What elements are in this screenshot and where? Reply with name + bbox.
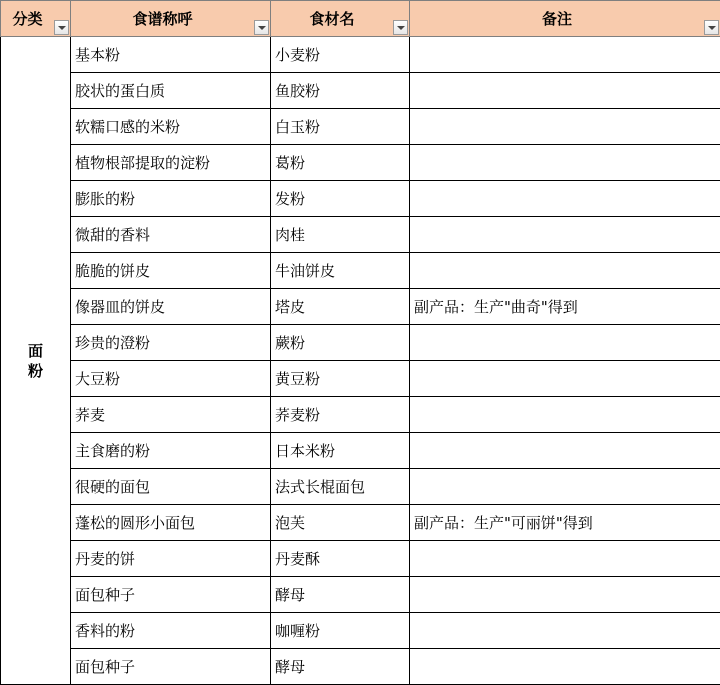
table-row [1, 361, 720, 397]
recipe-name-cell[interactable]: 脆脆的饼皮 [71, 253, 271, 289]
ingredient-cell[interactable]: 酵母 [271, 649, 410, 685]
column-header-label: 食材名 [309, 10, 355, 28]
recipe-name-cell[interactable]: 软糯口感的米粉 [71, 109, 271, 145]
table-row [1, 649, 720, 685]
ingredient-cell[interactable]: 肉桂 [271, 217, 410, 253]
table-row [1, 541, 720, 577]
recipe-name-cell[interactable]: 蓬松的圆形小面包 [71, 505, 271, 541]
note-cell[interactable] [410, 361, 720, 397]
recipe-name-cell[interactable]: 基本粉 [71, 37, 271, 73]
table-row [1, 217, 720, 253]
recipe-name-cell[interactable]: 荞麦 [71, 397, 271, 433]
ingredient-cell[interactable]: 咖喱粉 [271, 613, 410, 649]
ingredient-cell[interactable]: 小麦粉 [271, 37, 410, 73]
recipe-name-cell[interactable]: 微甜的香料 [71, 217, 271, 253]
recipe-name-cell[interactable]: 面包种子 [71, 577, 271, 613]
ingredient-cell[interactable]: 葛粉 [271, 145, 410, 181]
column-header-category [1, 1, 71, 37]
note-cell[interactable]: 副产品：生产"曲奇"得到 [410, 289, 720, 325]
ingredient-cell[interactable]: 法式长棍面包 [271, 469, 410, 505]
ingredient-cell[interactable]: 日本米粉 [271, 433, 410, 469]
column-header-label: 食谱称呼 [132, 10, 193, 28]
category-label-line: 面 [27, 341, 43, 360]
filter-dropdown-icon[interactable] [54, 20, 69, 35]
ingredient-cell[interactable]: 蕨粉 [271, 325, 410, 361]
note-cell[interactable] [410, 577, 720, 613]
recipe-name-cell[interactable]: 大豆粉 [71, 361, 271, 397]
table-row [1, 325, 720, 361]
header-row [1, 1, 720, 37]
recipe-name-cell[interactable]: 膨胀的粉 [71, 181, 271, 217]
filter-dropdown-icon[interactable] [254, 20, 269, 35]
column-header-recipe-name [71, 1, 271, 37]
recipe-name-cell[interactable]: 香料的粉 [71, 613, 271, 649]
note-cell[interactable] [410, 181, 720, 217]
column-header-label: 分类 [12, 10, 43, 28]
column-header-label: 备注 [541, 10, 572, 28]
note-cell[interactable] [410, 325, 720, 361]
recipe-name-cell[interactable]: 面包种子 [71, 649, 271, 685]
ingredient-cell[interactable]: 丹麦酥 [271, 541, 410, 577]
note-cell[interactable] [410, 145, 720, 181]
table-row [1, 37, 720, 73]
table-row [1, 577, 720, 613]
note-cell[interactable] [410, 37, 720, 73]
table-row [1, 253, 720, 289]
column-header-note [410, 1, 720, 37]
ingredient-cell[interactable]: 发粉 [271, 181, 410, 217]
table-row [1, 109, 720, 145]
table-row [1, 469, 720, 505]
note-cell[interactable] [410, 649, 720, 685]
table-row [1, 73, 720, 109]
ingredient-cell[interactable]: 鱼胶粉 [271, 73, 410, 109]
recipe-name-cell[interactable]: 很硬的面包 [71, 469, 271, 505]
table-row [1, 505, 720, 541]
filter-dropdown-icon[interactable] [704, 20, 719, 35]
recipe-name-cell[interactable]: 像器皿的饼皮 [71, 289, 271, 325]
note-cell[interactable] [410, 469, 720, 505]
table-body [1, 37, 720, 685]
table-row [1, 433, 720, 469]
ingredient-cell[interactable]: 酵母 [271, 577, 410, 613]
ingredient-cell[interactable]: 黄豆粉 [271, 361, 410, 397]
note-cell[interactable] [410, 253, 720, 289]
note-cell[interactable] [410, 541, 720, 577]
ingredient-cell[interactable]: 牛油饼皮 [271, 253, 410, 289]
note-cell[interactable] [410, 109, 720, 145]
ingredient-cell[interactable]: 塔皮 [271, 289, 410, 325]
table-row [1, 397, 720, 433]
note-cell[interactable] [410, 73, 720, 109]
ingredient-cell[interactable]: 泡芙 [271, 505, 410, 541]
category-cell[interactable] [1, 37, 71, 685]
ingredient-cell[interactable]: 荞麦粉 [271, 397, 410, 433]
note-cell[interactable] [410, 433, 720, 469]
recipe-name-cell[interactable]: 主食磨的粉 [71, 433, 271, 469]
recipe-name-cell[interactable]: 植物根部提取的淀粉 [71, 145, 271, 181]
note-cell[interactable]: 副产品：生产"可丽饼"得到 [410, 505, 720, 541]
filter-dropdown-icon[interactable] [393, 20, 408, 35]
category-label-line: 粉 [27, 361, 43, 380]
recipe-name-cell[interactable]: 珍贵的澄粉 [71, 325, 271, 361]
ingredient-cell[interactable]: 白玉粉 [271, 109, 410, 145]
table-row [1, 181, 720, 217]
recipe-name-cell[interactable]: 胶状的蛋白质 [71, 73, 271, 109]
note-cell[interactable] [410, 217, 720, 253]
table-row [1, 289, 720, 325]
table-row [1, 145, 720, 181]
recipe-name-cell[interactable]: 丹麦的饼 [71, 541, 271, 577]
column-header-ingredient [271, 1, 410, 37]
note-cell[interactable] [410, 397, 720, 433]
note-cell[interactable] [410, 613, 720, 649]
table-row [1, 613, 720, 649]
